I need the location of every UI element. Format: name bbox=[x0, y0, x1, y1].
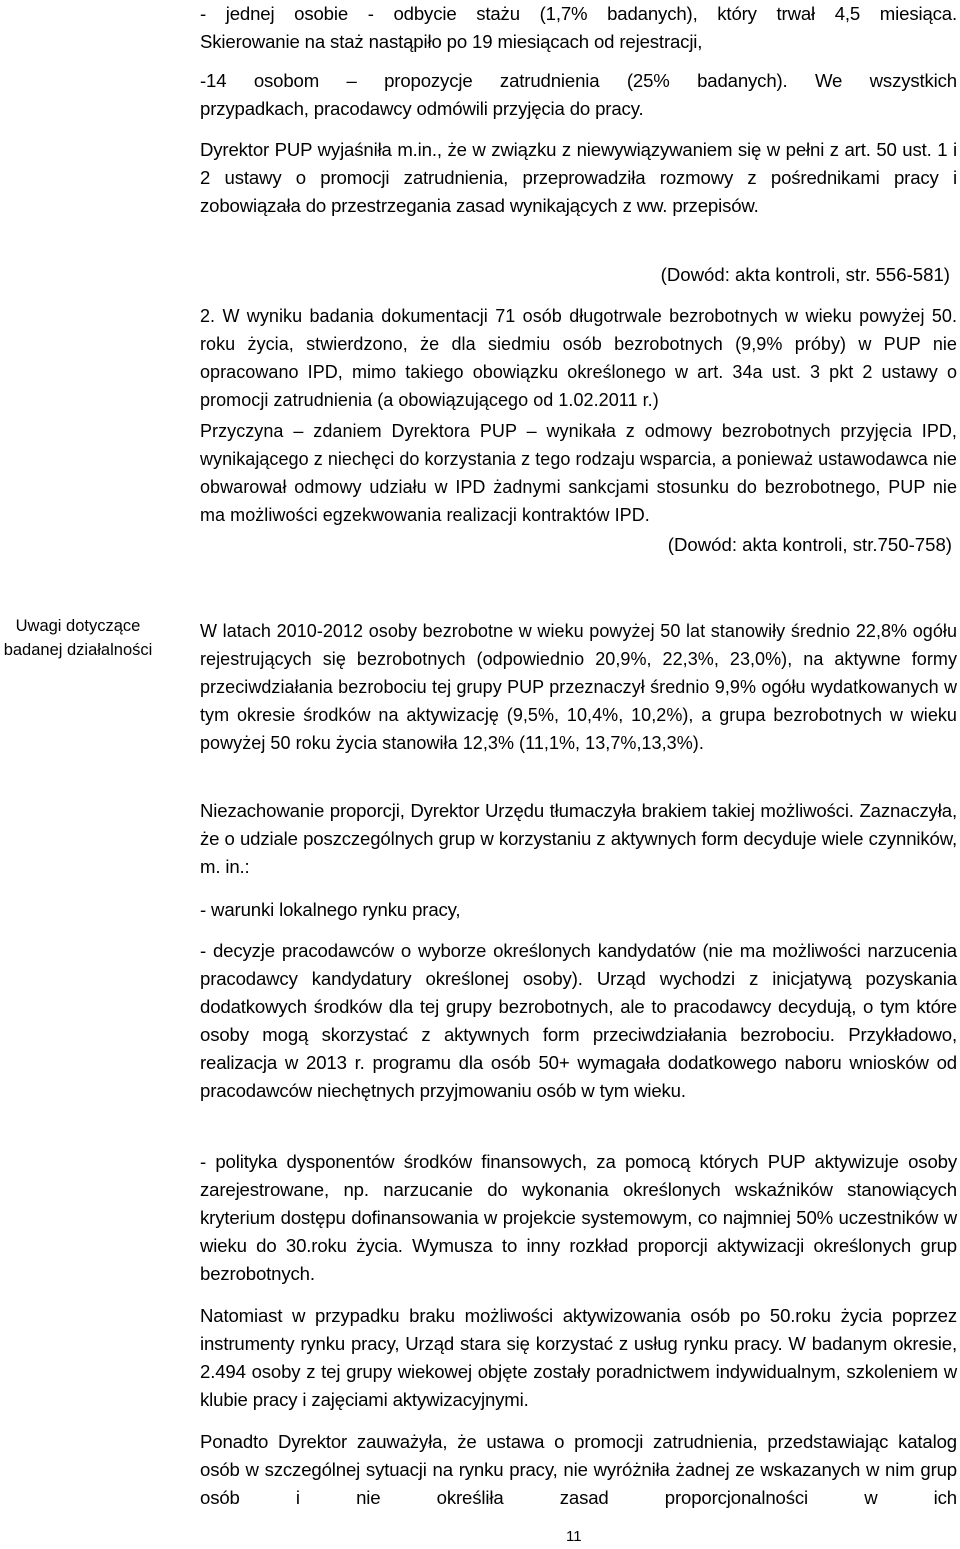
point-2-paragraph: 2. W wyniku badania dokumentacji 71 osób długotrwale bezrobotnych w wieku powyżej 50. roku życia, stwierdzono, że dla siedmiu osób bezrobotnych (9,9% próby) w PUP nie opracowano IPD, mimo takiego obowiązku określonego w art. 34a ust. 3 pkt 2 ustawy o promocji zatrudnienia (a obowiązującego od 1.02.2011 r.) bbox=[200, 306, 957, 410]
side-label-remarks: Uwagi dotyczące badanej działalności bbox=[3, 617, 153, 659]
remarks-para-3-block bbox=[200, 1302, 957, 1414]
page-number: 11 bbox=[566, 1528, 582, 1545]
director-explanation-block bbox=[200, 136, 957, 220]
director-explanation: Dyrektor PUP wyjaśniła m.in., że w związku z niewywiązywaniem się w pełni z art. 50 ust. 1 i 2 ustawy o promocji zatrudnienia, przeprowadziła rozmowy z pośrednikami pracy i zobowiązała do przestrzegania zasad wynikających z ww. przepisów. bbox=[200, 139, 957, 216]
remarks-para-2: Niezachowanie proporcji, Dyrektor Urzędu tłumaczyła brakiem takiej możliwości. Zaznaczyła, że o udziale poszczególnych grup w korzystaniu z aktywnych form decyduje wiele czynników, m. in.: bbox=[200, 800, 957, 877]
bullet-labour-market: - warunki lokalnego rynku pracy, bbox=[200, 899, 461, 920]
item-stage-line2: Skierowanie na staż nastąpiło po 19 miesiącach od rejestracji, bbox=[200, 31, 703, 52]
evidence-reference-1: (Dowód: akta kontroli, str. 556-581) bbox=[660, 264, 950, 285]
remarks-para-3: Natomiast w przypadku braku możliwości aktywizowania osób po 50.roku życia poprzez instrumenty rynku pracy, Urząd stara się korzystać z usług rynku pracy. W badanym okresie, 2.494 osoby z tej grupy wiekowej objęte zostały poradnictwem indywidualnym, szkoleniem w klubie pracy i zajęciami aktywizacyjnymi. bbox=[200, 1305, 957, 1410]
cause-paragraph: Przyczyna – zdaniem Dyrektora PUP – wynikała z odmowy bezrobotnych przyjęcia IPD, wynikającego z niechęci do korzystania z tego rodzaju wsparcia, a ponieważ ustawodawca nie obwarował odmowy udziału w IPD żadnymi sankcjami stosunku do bezrobotnego, PUP nie ma możliwości egzekwowania realizacji kontraktów IPD. bbox=[200, 421, 957, 525]
bullet-funding-policy: - polityka dysponentów środków finansowych, za pomocą których PUP aktywizuje osoby zarejestrowane, np. narzucanie do wykonania określonych wskaźników stanowiących kryterium dostępu dofinansowania w projekcie systemowym, co najmniej 50% uczestników w wieku do 30.roku życia. Wymusza to inny rozkład proporcji aktywizacji określonych grup bezrobotnych. bbox=[200, 1151, 957, 1284]
point-2-block bbox=[200, 302, 957, 414]
item-offer-line2: przypadkach, pracodawcy odmówili przyjęcia do pracy. bbox=[200, 98, 644, 119]
remarks-para-4-block bbox=[200, 1428, 957, 1512]
item-stage-line1-block bbox=[200, 0, 957, 28]
remarks-para-4: Ponadto Dyrektor zauważyła, że ustawa o promocji zatrudnienia, przedstawiając katalog osób w szczególnej sytuacji na rynku pracy, nie wyróżniła żadnej ze wskazanych w nim grup osób i nie określiła zasad proporcjonalności w ich bbox=[200, 1431, 957, 1508]
item-offer-line2-block bbox=[200, 95, 957, 123]
remarks-para-1: W latach 2010-2012 osoby bezrobotne w wieku powyżej 50 lat stanowiły średnio 22,8% ogółu rejestrujących się bezrobotnych (odpowiednio 20,9%, 22,3%, 23,0%), na aktywne formy przeciwdziałania bezrobociu tej grupy PUP przeznaczył średnio 9,9% ogółu wydatkowanych w tym okresie środków na aktywizację (9,5%, 10,4%, 10,2%), a grupa bezrobotnych w wieku powyżej 50 roku życia stanowiła 12,3% (11,1%, 13,7%,13,3%). bbox=[200, 621, 957, 753]
bullet-employers-block bbox=[200, 937, 957, 1105]
bullet-labour-market-block bbox=[200, 896, 957, 924]
item-offer-line1-block bbox=[200, 67, 957, 95]
item-stage-line2-block bbox=[200, 28, 957, 56]
bullet-funding-policy-block bbox=[200, 1148, 957, 1288]
remarks-para-1-block bbox=[200, 617, 957, 757]
item-stage-line1: - jednej osobie - odbycie stażu (1,7% badanych), który trwał 4,5 miesiąca. bbox=[200, 3, 957, 24]
item-offer-line1: -14 osobom – propozycje zatrudnienia (25% badanych). We wszystkich bbox=[200, 70, 957, 91]
cause-block bbox=[200, 417, 957, 529]
bullet-employers: - decyzje pracodawców o wyborze określonych kandydatów (nie ma możliwości narzucenia pracodawcy kandydatury określonej osoby). Urząd wychodzi z inicjatywą pozyskania dodatkowych środków dla tej grupy bezrobotnych, ale to pracodawcy decydują, o tym które osoby mogą skorzystać z aktywnych form przeciwdziałania bezrobociu. Przykładowo, realizacja w 2013 r. programu dla osób 50+ wymagała dodatkowego naboru wniosków od pracodawców niechętnych przyjmowaniu osób w tym wieku. bbox=[200, 940, 957, 1101]
remarks-para-2-block bbox=[200, 797, 957, 881]
evidence-reference-2: (Dowód: akta kontroli, str.750-758) bbox=[667, 534, 952, 555]
